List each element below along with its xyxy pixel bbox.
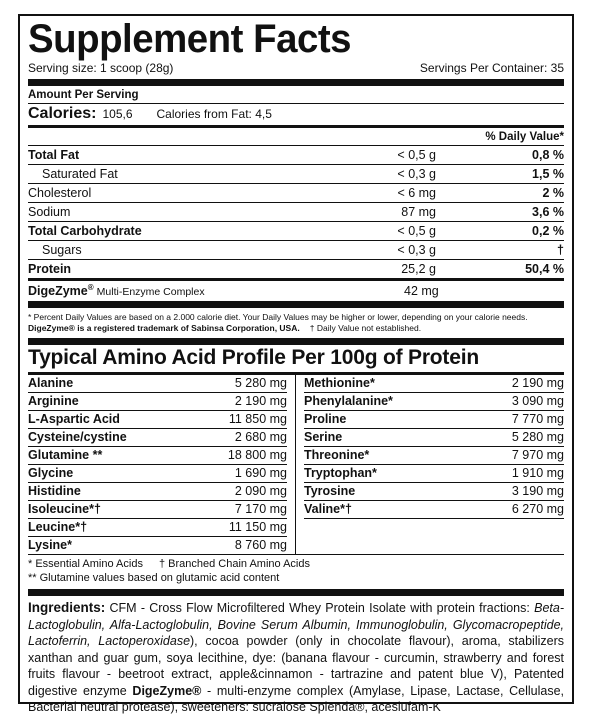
ingredients-digezyme: DigeZyme®	[132, 683, 202, 698]
nutrient-name: Total Fat	[28, 146, 336, 165]
amino-value: 3 090 mg	[511, 394, 564, 409]
amino-name: Threonine*	[304, 448, 370, 463]
amino-notes-line1	[28, 558, 564, 572]
amino-row	[28, 483, 287, 501]
nutrient-row	[28, 184, 564, 203]
amino-row	[28, 537, 287, 554]
nutrient-dv: 1,5 %	[484, 165, 564, 184]
amino-value: 2 190 mg	[511, 376, 564, 391]
nutrient-name: Saturated Fat	[28, 165, 336, 184]
nutrient-row	[28, 241, 564, 260]
amino-row	[28, 429, 287, 447]
amino-value: 11 850 mg	[228, 412, 287, 427]
amino-name: Tyrosine	[304, 484, 356, 499]
amino-value: 7 770 mg	[511, 412, 564, 427]
calories-label: Calories:	[28, 105, 97, 122]
footnotes	[28, 308, 564, 338]
nutrient-name: Sugars	[28, 241, 336, 260]
divider-thick	[28, 338, 564, 345]
amino-name: Valine*†	[304, 502, 352, 517]
ingredients	[28, 596, 564, 716]
amino-name: Isoleucine*†	[28, 502, 101, 517]
amount-per-serving: Amount Per Serving	[28, 89, 139, 101]
nutrient-name: Total Carbohydrate	[28, 222, 336, 241]
amino-row	[304, 465, 564, 483]
amino-name: Methionine*	[304, 376, 375, 391]
amino-row	[304, 375, 564, 393]
amino-name: Arginine	[28, 394, 79, 409]
digezyme-name	[28, 283, 94, 298]
digezyme-name-text: DigeZyme	[28, 284, 88, 299]
digezyme-amount: 42 mg	[404, 284, 439, 299]
panel-title: Supplement Facts	[28, 17, 352, 61]
amino-row	[28, 501, 287, 519]
nutrient-amount: < 0,5 g	[336, 222, 484, 241]
servings-per-container: Servings Per Container: 35	[419, 61, 564, 75]
amino-name: Leucine*†	[28, 520, 88, 535]
nutrient-dv: 0,2 %	[484, 222, 564, 241]
serving-size: Serving size: 1 scoop (28g)	[28, 61, 174, 75]
footnote-trademark-text: DigeZyme® is a registered trademark of Sabinsa Corporation, USA.	[28, 323, 300, 334]
calories-from-fat: Calories from Fat: 4,5	[156, 107, 272, 121]
amino-row	[304, 411, 564, 429]
amino-profile-title: Typical Amino Acid Profile Per 100g of Protein	[28, 346, 479, 370]
ingredients-part2: ), cocoa powder (only in chocolate flavour), aroma, stabilizers xanthan and guar gum, soya lecithine, dye: (banana flavour - curcumin, strawberry and forest fruits flavour - beetroot extract, apple&cinnamon - tartrazine and patent blue V), Patented digestive enzyme	[28, 634, 564, 698]
nutrient-name: Protein	[28, 260, 336, 279]
amino-row	[304, 393, 564, 411]
amino-column-right	[296, 375, 564, 554]
ingredients-fractions: Beta-Lactoglobulin, Alfa-Lactoglobulin, Bovine Serum Albumin, Immunoglobulin, Glycomacropeptide, Lactoferrin, Lactoperoxidase	[28, 601, 564, 649]
amino-row	[304, 429, 564, 447]
amino-row	[28, 375, 287, 393]
amino-row	[304, 447, 564, 465]
nutrient-dv: 2 %	[484, 184, 564, 203]
amino-acid-table	[28, 375, 564, 554]
nutrient-amount: < 0,3 g	[336, 165, 484, 184]
ingredients-part3: - multi-enzyme complex (Amylase, Lipase, Lactase, Cellulase, Bacterial neutral protease), sweeteners: sucralose Splenda®, aceslufam-K	[28, 683, 564, 715]
amino-row-empty	[304, 519, 564, 536]
footnote-trademark	[28, 323, 564, 334]
amino-value: 11 150 mg	[228, 520, 287, 535]
amino-value: 5 280 mg	[511, 430, 564, 445]
amino-row	[304, 501, 564, 519]
amino-row	[304, 483, 564, 501]
amino-value: 6 270 mg	[511, 502, 564, 517]
amino-value: 1 690 mg	[234, 466, 287, 481]
amino-name: Proline	[304, 412, 347, 427]
footnote-dagger: † Daily Value not established.	[309, 323, 422, 334]
divider-thick	[28, 589, 564, 596]
nutrient-row	[28, 165, 564, 184]
calories-value: 105,6	[102, 107, 133, 121]
note-essential: * Essential Amino Acids	[28, 558, 143, 571]
digezyme-row	[28, 281, 564, 301]
nutrient-name: Cholesterol	[28, 184, 336, 203]
serving-info	[28, 61, 564, 79]
nutrient-row	[28, 203, 564, 222]
amino-notes	[28, 555, 564, 589]
nutrient-amount: < 6 mg	[336, 184, 484, 203]
amino-name: Alanine	[28, 376, 74, 391]
nutrient-dv: 3,6 %	[484, 203, 564, 222]
divider-thick	[28, 79, 564, 86]
nutrient-name: Sodium	[28, 203, 336, 222]
amino-row	[28, 411, 287, 429]
calories-row	[28, 104, 564, 125]
digezyme-desc: Multi-Enzyme Complex	[96, 286, 205, 299]
nutrient-dv: 50,4 %	[484, 260, 564, 279]
note-bcaa: † Branched Chain Amino Acids	[158, 558, 310, 571]
amino-value: 2 190 mg	[234, 394, 287, 409]
amino-value: 1 910 mg	[511, 466, 564, 481]
nutrient-amount: < 0,5 g	[336, 146, 484, 165]
ingredients-part1: CFM - Cross Flow Microfiltered Whey Protein Isolate with protein fractions:	[105, 601, 535, 616]
nutrient-row	[28, 222, 564, 241]
daily-value-header: % Daily Value*	[485, 131, 564, 143]
amino-name: Glycine	[28, 466, 74, 481]
note-glutamine: ** Glutamine values based on glutamic acid content	[28, 571, 280, 584]
amino-name: Glutamine **	[28, 448, 103, 463]
nutrient-row	[28, 146, 564, 165]
nutrient-dv: 0,8 %	[484, 146, 564, 165]
amino-name: Histidine	[28, 484, 81, 499]
amino-value: 2 680 mg	[234, 430, 287, 445]
amino-name: L-Aspartic Acid	[28, 412, 120, 427]
amino-name: Lysine*	[28, 538, 73, 553]
amino-column-left	[28, 375, 296, 554]
amino-value: 7 170 mg	[234, 502, 287, 517]
ingredients-label: Ingredients:	[28, 600, 106, 616]
amino-name: Cysteine/cystine	[28, 430, 127, 445]
amino-value: 5 280 mg	[234, 376, 287, 391]
amino-row	[28, 465, 287, 483]
footnote-daily-values: * Percent Daily Values are based on a 2.000 calorie diet. Your Daily Values may be higher or lower, depending on your calorie needs.	[28, 312, 528, 323]
amino-name: Tryptophan*	[304, 466, 377, 481]
amino-value: 2 090 mg	[234, 484, 287, 499]
amino-value: 8 760 mg	[234, 538, 287, 553]
nutrient-amount: 87 mg	[336, 203, 484, 222]
amino-value: 3 190 mg	[511, 484, 564, 499]
amino-value: 7 970 mg	[511, 448, 564, 463]
amino-value: 18 800 mg	[227, 448, 287, 463]
nutrient-dv: †	[484, 241, 564, 260]
amino-name: Phenylalanine*	[304, 394, 393, 409]
amino-row-empty	[304, 536, 564, 553]
amino-row	[28, 519, 287, 537]
digezyme-reg: ®	[87, 283, 94, 292]
nutrient-table	[28, 145, 564, 278]
amino-row	[28, 447, 287, 465]
amino-row	[28, 393, 287, 411]
amino-name: Serine	[304, 430, 343, 445]
nutrient-amount: < 0,3 g	[336, 241, 484, 260]
nutrient-amount: 25,2 g	[336, 260, 484, 279]
nutrient-row	[28, 260, 564, 279]
supplement-facts-panel	[18, 14, 574, 715]
divider-thick	[28, 301, 564, 308]
